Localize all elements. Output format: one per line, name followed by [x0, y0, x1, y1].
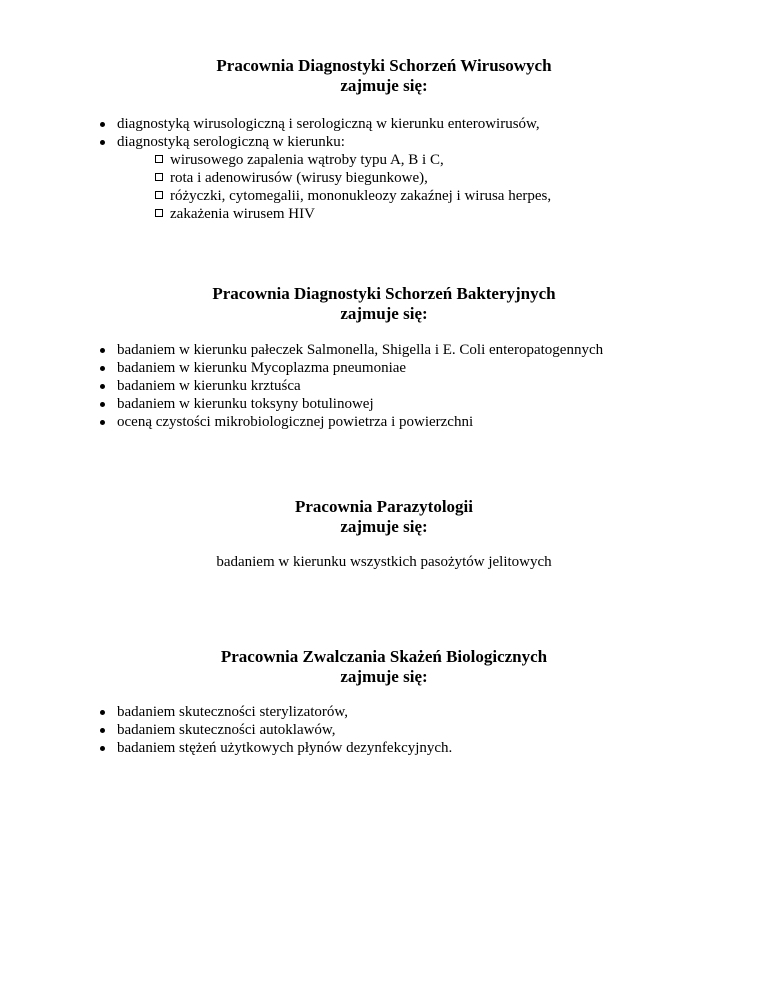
- list-item: [108, 739, 452, 757]
- section-title: Pracownia Diagnostyki Schorzeń Bakteryjnych: [212, 284, 556, 303]
- bullet-icon: [100, 710, 105, 715]
- bullet-icon: [100, 746, 105, 751]
- list-item-text: diagnostyką serologiczną w kierunku:: [117, 134, 345, 150]
- section-title: Pracownia Diagnostyki Schorzeń Wirusowych: [216, 56, 552, 75]
- section-heading: [0, 647, 768, 687]
- list-item: [108, 115, 551, 133]
- section-title: Pracownia Parazytologii: [295, 497, 473, 516]
- section-heading: [0, 497, 768, 537]
- list-item: [108, 341, 603, 359]
- sub-list-item: [152, 187, 551, 205]
- bullet-icon: [100, 402, 105, 407]
- section-subtitle: zajmuje się:: [340, 76, 428, 95]
- bullet-icon: [100, 366, 105, 371]
- sub-list-item: [152, 151, 551, 169]
- sub-list: [117, 151, 551, 223]
- list-item-text: badaniem skuteczności sterylizatorów,: [117, 704, 349, 720]
- list-item-text: badaniem w kierunku toksyny botulinowej: [117, 396, 374, 412]
- list-item: [108, 377, 603, 395]
- section-subtitle: zajmuje się:: [340, 667, 428, 686]
- list-item-text: badaniem skuteczności autoklawów,: [117, 722, 336, 738]
- section-title: Pracownia Zwalczania Skażeń Biologicznych: [220, 647, 548, 666]
- section-heading: [0, 56, 768, 96]
- list-item: [108, 721, 452, 739]
- bullet-icon: [100, 420, 105, 425]
- bullet-icon: [100, 348, 105, 353]
- bullet-icon: [100, 122, 105, 127]
- list-item-text: oceną czystości mikrobiologicznej powietrza i powierzchni: [117, 414, 474, 430]
- sub-list-item-text: różyczki, cytomegalii, mononukleozy zakaźnej i wirusa herpes,: [170, 188, 552, 204]
- bullet-icon: [100, 140, 105, 145]
- list-item: [108, 413, 603, 431]
- sub-list-item: [152, 205, 551, 223]
- bullet-list: [108, 703, 452, 757]
- list-item: [108, 359, 603, 377]
- checkbox-icon: [155, 173, 163, 181]
- list-item-text: badaniem w kierunku pałeczek Salmonella, Shigella i E. Coli enteropatogennych: [117, 342, 604, 358]
- bullet-icon: [100, 728, 105, 733]
- list-item-text: badaniem w kierunku krztuśca: [117, 378, 301, 394]
- list-item-text: diagnostyką wirusologiczną i serologiczną w kierunku enterowirusów,: [117, 116, 540, 132]
- list-item: [108, 395, 603, 413]
- bullet-list: [108, 341, 603, 431]
- section-text: badaniem w kierunku wszystkich pasożytów jelitowych: [216, 554, 552, 570]
- sub-list-item-text: zakażenia wirusem HIV: [170, 206, 315, 222]
- sub-list-item: [152, 169, 551, 187]
- checkbox-icon: [155, 155, 163, 163]
- list-item: [108, 703, 452, 721]
- list-item: [108, 133, 551, 223]
- bullet-icon: [100, 384, 105, 389]
- list-item-text: badaniem stężeń użytkowych płynów dezynfekcyjnych.: [117, 740, 453, 756]
- section-heading: [0, 284, 768, 324]
- section-subtitle: zajmuje się:: [340, 304, 428, 323]
- bullet-list: [108, 115, 551, 223]
- checkbox-icon: [155, 209, 163, 217]
- list-item-text: badaniem w kierunku Mycoplazma pneumoniae: [117, 360, 407, 376]
- checkbox-icon: [155, 191, 163, 199]
- sub-list-item-text: wirusowego zapalenia wątroby typu A, B i C,: [170, 152, 444, 168]
- section-subtitle: zajmuje się:: [340, 517, 428, 536]
- sub-list-item-text: rota i adenowirusów (wirusy biegunkowe),: [170, 170, 428, 186]
